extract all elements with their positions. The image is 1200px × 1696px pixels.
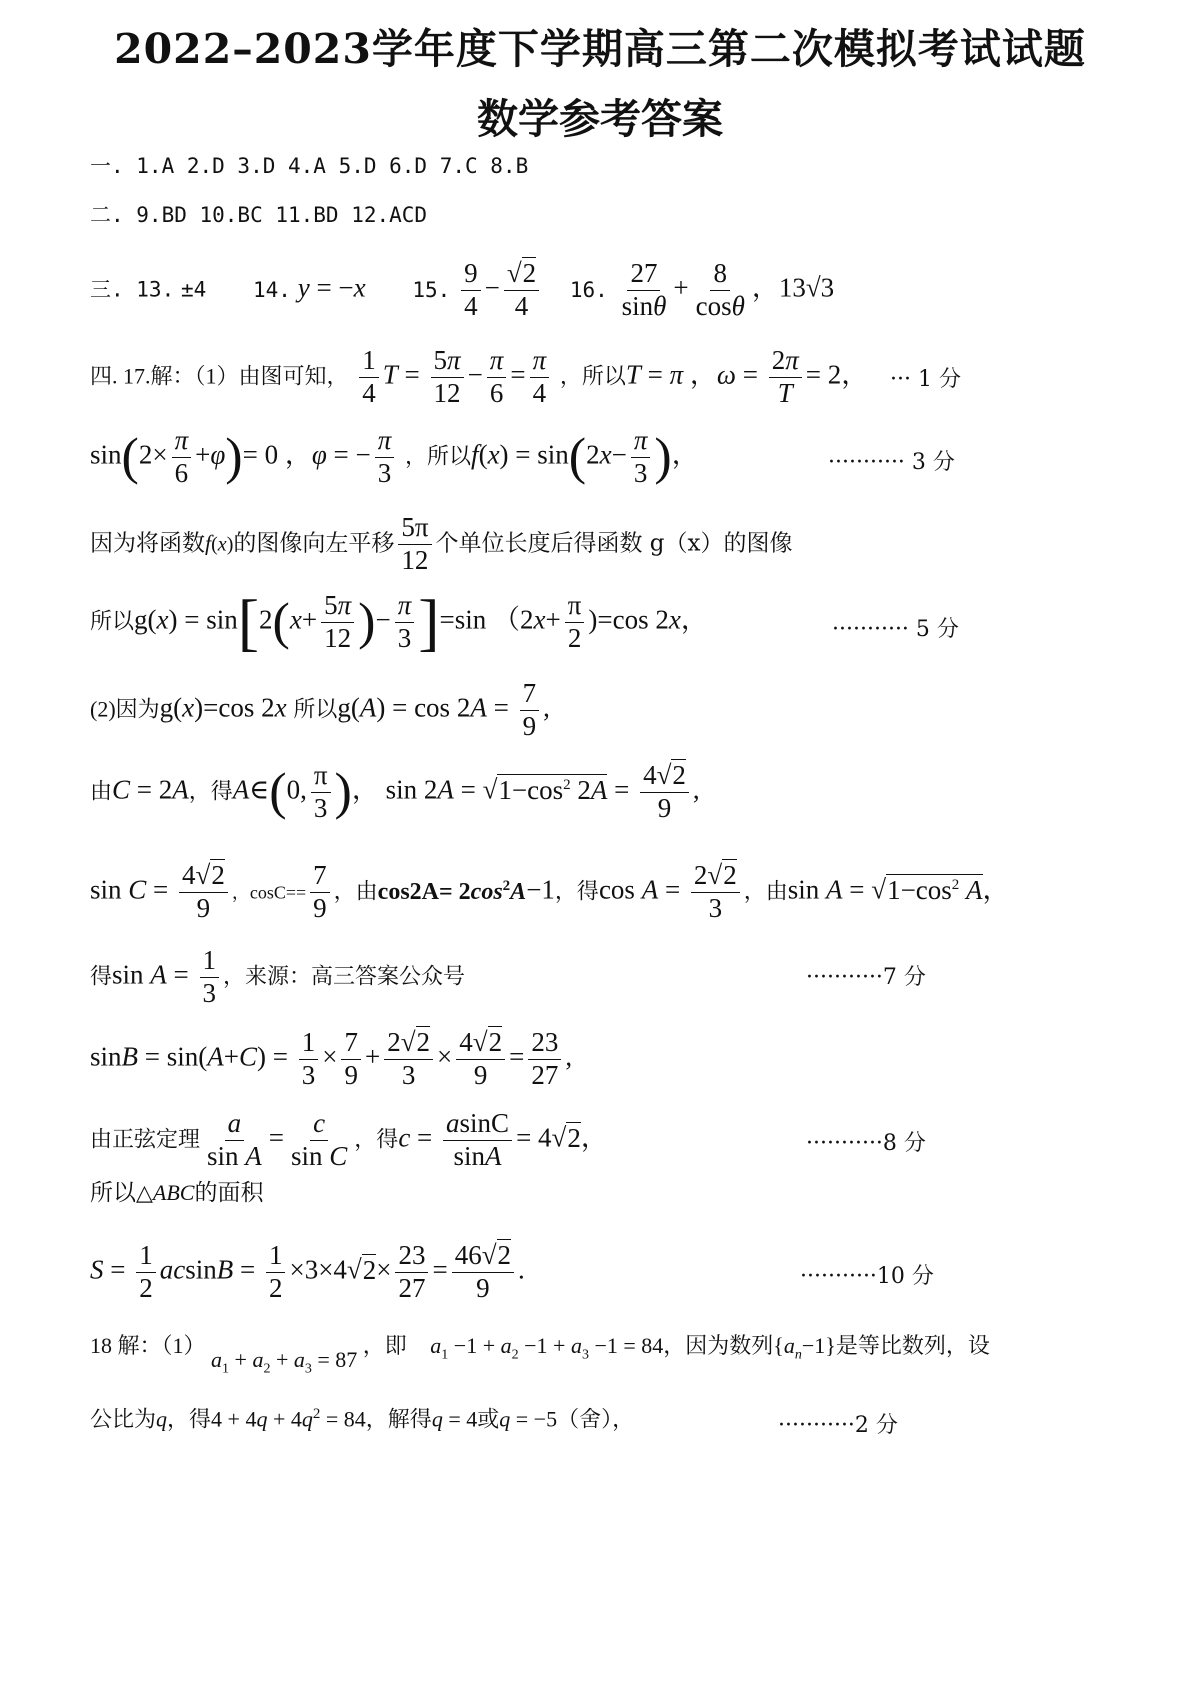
q17-line-12: S = $\frac{1}{2}$ acsinB = $\frac{1}{2}$ ×3×4√2× $\frac{23}{27}$ = $\frac{46√2}{9}$ . [90, 1240, 525, 1303]
answers-fill-in: 三. 13. ±4 14. y = −x 15. $\frac{9}{4}$ − $\frac{√2}{4}$ 16. $\frac{27}{\sin\theta}$ + $\frac{8}{\cos\theta}$ ，13√3 [90, 258, 835, 321]
q17-line-9: sinB = sin(A+C) = $\frac{1}{3}$ × $\frac{7}{9}$ + $\frac{2√2}{3}$ × $\frac{4√2}{9}$ = $\frac{23}{27}$ , [90, 1027, 573, 1090]
score-7: ···········7 分 [806, 965, 926, 990]
q17-line-2: sin(2× $\frac{\pi}{6}$ +φ)= 0 ，φ = − $\frac{\pi}{3}$ ，所以f(x) = sin(2x− $\frac{\pi}{3}$ )， [90, 425, 699, 488]
q17-line-11: 所以△ABC的面积 [90, 1180, 264, 1206]
score-1: ··· 1 分 [890, 367, 961, 392]
score-5: ··········· 5 分 [832, 617, 959, 642]
q17-line-3: 因为将函数f(x)的图像向左平移 $\frac{5\pi}{12}$ 个单位长度后得函数 g（x）的图像 [90, 512, 793, 575]
q17-part-2: (2)因为g(x)=cos 2x 所以g(A) = cos 2A = $\frac{7}{9}$ , [90, 678, 550, 741]
q17-line-8: 得sin A = $\frac{1}{3}$ ，来源：高三答案公众号 [90, 945, 466, 1008]
score-8: ···········8 分 [806, 1131, 926, 1156]
q17-line-7: sin C = $\frac{4√2}{9}$ ，cosC== $\frac{7}{9}$ ，由$\cos 2A= 2\cos^2A-1$，得cos A = $\frac{2√2}{3}$ ，由$\sin A = √1-\cos^2$ A， [90, 860, 1010, 923]
page-subtitle: 数学参考答案 [477, 95, 723, 143]
q18-line-1: 18 解：（1） $a_1 + a_2 + a_3 = 87$ ，即 $a_1 -1 + a_2 -1 + a_3 -1 = 84$，因为数列$\{a_n-1\}$是等比数列，设 [90, 1333, 990, 1377]
score-10: ···········10 分 [800, 1264, 934, 1289]
q17-line-4: 所以g(x) = sin[2(x+ $\frac{5\pi}{12}$ )− $\frac{\pi}{3}$ ]=sin （2x+ $\frac{\pi}{2}$ )=cos 2x， [90, 586, 708, 658]
q17-line-6: 由C = 2A，得A∈(0, $\frac{\pi}{3}$ )， $\sin 2A = √1-\cos^2$ 2A = $\frac{4√2}{9}$ , [90, 760, 700, 823]
q17-line-1: 四. 17.解：（1）由图可知， $\frac{1}{4}$ T = $\frac{5\pi}{12}$ − $\frac{\pi}{6}$ = $\frac{\pi}{4}$ ，所以T = π ，ω = $\frac{2\pi}{T}$ = 2， [90, 345, 869, 408]
score-3: ··········· 3 分 [828, 450, 955, 475]
page-title: 2022–2023学年度下学期高三第二次模拟考试试题 [114, 25, 1086, 73]
answers-multi-select: 二. 9.BD 10.BC 11.BD 12.ACD [90, 203, 428, 227]
q17-line-10: 由正弦定理 $\frac{a}{\text{sin A}}$ = $\frac{c}{\text{sin C}}$ ，得c = $\frac{asinC}{\sin A}$ = 4√2， [90, 1108, 608, 1171]
q18-line-2: 公比为q，得$4 + 4q + 4q^2 = 84$，解得q = 4或q = −5（舍）， [90, 1406, 635, 1432]
score-2: ···········2 分 [778, 1413, 898, 1438]
answers-multiple-choice: 一. 1.A 2.D 3.D 4.A 5.D 6.D 7.C 8.B [90, 154, 529, 178]
